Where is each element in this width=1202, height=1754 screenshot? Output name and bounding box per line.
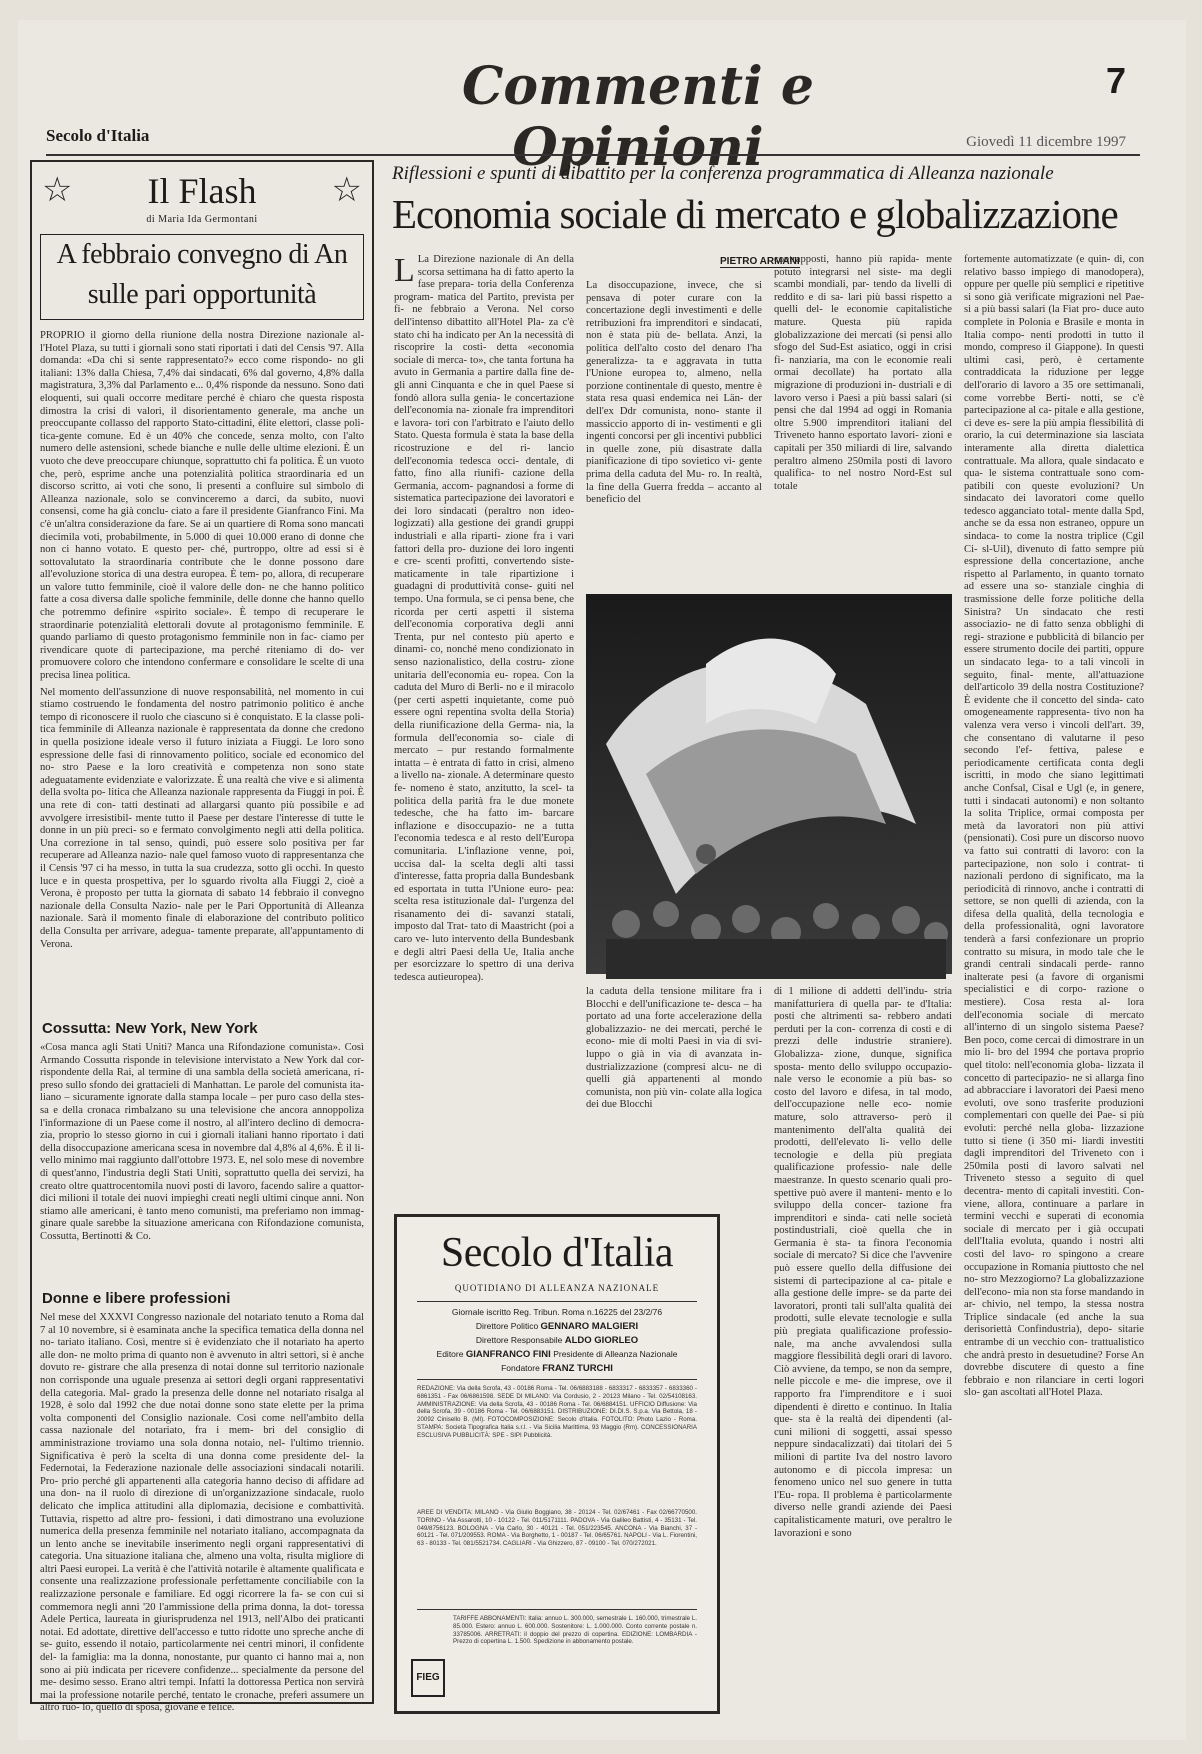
divider [417,1379,697,1380]
article-kicker: Riflessioni e spunti di dibattito per la conferenza programmatica di Alleanza nazionale [392,163,1054,184]
article-author: PIETRO ARMANI [720,256,800,267]
donne-heading: Donne e libere professioni [42,1290,231,1307]
article-column-2-top: La disoccupazione, invece, che si pensava di poter curare con la concertazione degli investimenti e delle retribuzioni fra imprenditori e sindacati, non è stata più de- bellata. Anzi, la politica dell'alto costo del denaro l'ha generalizza- ta e aggravata in tutta l'Unione europea to, almeno, nella porzione continentale di questo, mentre è stata resa quasi endemica nei Län- der dell'ex Ddr comunista, nono- stante il massiccio apporto di in- vestimenti e gli ingenti concorsi per gli incentivi pubblici in quelle zone, più disastrate dalla pianificazione di tipo sovietico vi- gente prima della caduta del Mu- ro. In realtà, la fine della Guerra fredda – accanto al beneficio del [586,280,762,506]
donne-body: Nel mese del XXXVI Congresso nazionale del notariato tenuto a Roma dal 7 al 10 novembre, si è esaminata anche la specifica tematica della donna nel no- tariato italiano. Così, mentre si è evidenziato che il notariato ha aperto alle don- ne molto prima di quanto non è avvenuto in altri settori, si è anche dovuto re- gistrare che alla presenza di notai donne sul territorio nazionale non corrisponde una uguale presenza ai settori degli organi rappresentativi della categoria. Mal- grado la presenza delle donne nel notariato risalga al 1928, è solo dal 1992 che due notai donne sono state elette per la prima volta componenti del Consiglio nazionale. Così come nell'ambito della cassa nazionale del notariato, fra i mem- bri del consiglio di amministrazione troviamo una sola donna notaio, nel- l'ultimo triennio. Significativa è però la scelta di una donna come presidente del- la Federnotai, la Federazione nazionale delle associazioni sindacali notarili. Pro- prio perché gli appartenenti alla categoria hanno deciso di affidare ad una don- na il ruolo di direzione di un'organizzazione sindacale, ruolo delicato che implica attitudini alla diplomazia, decisione e combattività. Tuttavia, rispetto ad altre pro- fessioni, i dati dimostrano una evoluzione numerica della presenza femminile nel notariato italiano, accompagnata da un lento anche se inevitabile inserimento negli organi rappresentativi di categoria. Una situazione italiana che, almeno una volta, risulta migliore di altri Paesi europei. La verità è che l'attività notarile è altamente qualificata e consente una realizzazione professionale perfettamente conciliabile con la realizzazione personale e familiare. Ed oggi ricorrere la fa- se con cui si commemora negli anni '20 l'ammissione della prima donna, la dot- toressa Adele Pertica, laureata in giurisprudenza nel 1913, nell'Albo dei praticanti notai. Ed adottate, direttive dell'accesso e tutto ridotte uno spreche anche di se- guito, essendo il notaio, particolarmente nei centri minori, il confidente del- la famiglia: ma la donna, nonostante, pur quanto ci hanno mai a, non sono ai più indicata per ricevere confidenze... specialmente da persone del me- desimo sesso. Erano altri tempi. Infatti la dottoressa Pertica non servirà mai la professione notarile perché, tentato le cronache, preferì assumere un altro ruo- lo, quello di sposa, giovane e felice. [40,1312,364,1714]
brand: Secolo d'Italia [46,126,150,145]
cossutta-body: «Cosa manca agli Stati Uniti? Manca una Rifondazione comunista». Così Armando Cossutta risponde in televisione intervistato a New York dal cor- rispondente della Rai, al termine di una sambla della società americana, ri- preso sullo sfondo dei grattacieli di Manhattan. Le parole del comunista ita- liano – sicuramente ignorate dalla stampa locale – per puro caso della stes- sa e della cronaca rimbalzano su una televisione che ancora annoppoliza l'informazione di un Paese come il nostro, al all'intero declino di democra- zia, proprio lo stesso giorno in cui i giornali italiani hanno riportato i dati della disoccupazione americana scesa in novembre dal 4,8% al 4,6%. È il li- vello minimo mai raggiunto dall'ottobre 1973. E, nel solo mese di novembre di quest'anno, l'industria degli Stati Uniti, soprattutto quella dei servizi, ha creato oltre quattrocentomila nuovi posti di lavoro, facendo salire a quattor- dici milioni il totale dei nuovi impieghi creati negli ultimi cinque anni. Non stiamo alle americani, è tanto meno comunisti, ma preferiamo non immag- ginare quale sarebbe la situazione americana con Rifondazione comunista, Cossutta, Bertinotti & Co. [40,1042,364,1242]
article-column-1 [394,254,574,1174]
star-icon: ☆ [331,170,362,210]
colophon-director: Direttore Politico GENNARO MALGIERI [475,1321,639,1332]
masthead: Commenti e Opinioni [462,56,814,178]
article-headline: Economia sociale di mercato e globalizzazione [392,191,1118,237]
colophon-registration: Giornale iscritto Reg. Tribun. Roma n.16225 del 23/2/76 [451,1307,663,1317]
flash-body [40,330,364,1010]
colophon-founder: Fondatore FRANZ TURCHI [501,1363,613,1374]
flash-box [30,160,374,1714]
colophon-editor: Editore GIANFRANCO FINI Presidente di Alleanza Nazionale [436,1349,678,1360]
colophon-resp-director: Direttore Responsabile ALDO GIORLEO [475,1335,639,1346]
date: Giovedì 11 dicembre 1997 [966,134,1126,150]
article-photo [586,594,952,974]
article-column-4: fortemente automatizzate (e quin- di, con relativo basso impiego di manodopera), oppure per quelle più semplici e ripetitive si sono già verificate migrazioni nel Pae- si a più bassi salari (la Fiat pro- duce auto complete in Polonia e Brasile e monta in Italia compo- nenti prodotti in tutto il mondo, compreso il Giappone). In questi ultimi casi, però, è certamente contraddicata la riduzione per legge dell'orario di lavoro a 35 ore settimanali, come vorrebbe Berti- notti, se c'è partecipazione al ca- pitale e alla gestione, ci deve es- sere la più ampia flessibilità di orario, la cui determinazione sia lasciata interamente alla diretta dialettica contrattuale. Ma allora, quale sindacato e qua- le sistema contrattuale sono com- patibili con queste evoluzioni? Un sindacato dei lavoratori come quello tedesco agganciato total- mente dalla Spd, anche se da essa non estraneo, oppure un sindaca- to come la nostra triplice (Cgil Ci- sl-Uil), divenuto di fatto sempre più espressione della concertazione, anche rispetto al Parlamento, in quanto tornato ad essere una so- stanziale cinghia di trasmissione delle forze politiche della Sinistra? Un sindacato che resti associazio- ne di fatto senza obblighi di regi- strazione e pubblicità di bilancio per essere strumento docile dei partiti, oppure un sindacato lega- to a tali vincoli in seguito, final- mente, all'attuazione dell'articolo 39 della nostra Costituzione? È evidente che il concetto del sinda- cato omogeneamente rappresenta- tivo non ha valenza vera verso i vincoli dell'art. 39, che consentano di valutarne il peso secondo l'ef- fettiva, palese e periodicamente certificata conta degli iscritti, in modo che siano legittimati anche Confsal, Cisal e Ugl (e, in genere, tutti i sindacati autonomi) e non soltanto la solita Triplice, ormai composta per metà da lavoratori non più attivi (pensionati). Così pure un discorso nuovo va fatto sui contratti di lavoro: con la partecipazione, non solo i contrat- ti nazionali perdono di significato, ma la periodicità di rinnovo, anche i contratti di settore, se non quelli di azienda, con la difesa della qualità, della tecnologia e della professionalità, ogni lavoratore tenderà a farsi confezionare un proprio contratto su misura, in modo tale che le grandi centrali sindacali perde- ranno inalterate pesi (a favore di organismi specialistici e di corpo- razione o mestiere). Cosa resta al- lora dell'economia sociale di mercato all'interno di un singolo sistema Paese? Ben poco, come cercai di dimostrare in un mio li- bro del 1994 che portava proprio quel titolo: nell'economia globa- lizzata il concetto di partecipazio- ne si allarga fino ad abbracciare i lavoratori dei Paesi meno evoluti, ove sono trasferite produzioni complementari con quelle dei Pae- si più evoluti: perché nella globa- lizzazione tutto si tiene (i 350 mi- liardi investiti dagli imprenditori del Triveneto con i 250mila posti di lavoro salvati nel Triveneto stesso a seguito di quel decentra- mento di capitali investiti. Con- viene, allora, continuare a parlare in termini vecchi e superati di economia sociale di mercato per i già occupati dell'Italia evoluta, quando i nostri alti costi del lavo- ro spingono a creare occupazione in Romania piuttosto che nel no- stro Mezzogiorno? La globalizzazione dell'econo- mia non sta forse mandando in ar- chivio, nel tempo, la stessa nostra Triplice sindacale (ed anche la sua derisoriettà Confindustria), depo- sitarie entrambe di un vecchio con- trattualistico che andrà presto in desuetudine? Forse An dovrebbe discutere di questo a fine febbraio e non rilanciare in certi logori slo- gan ascoltati all'Hotel Plaza. [964,254,1144,1399]
flash-byline: di Maria Ida Germontani [146,214,258,225]
colophon-box [394,1214,720,1714]
drop-cap: L [394,252,415,289]
colophon-subscriptions: TARIFFE ABBONAMENTI: Italia: annuo L. 300.000, semestrale L. 160.000, trimestrale L. 85.000. Estero: annuo L. 600.000. Sostenitore: L. 1.000.000. Conto corrente postale n. 33785006. ARRETRATI: il doppio del prezzo di copertina. EDIZIONE: LOMBARDIA - Prezzo di copertina L. 1.500. Spedizione in abbonamento postale. [453,1615,697,1646]
colophon-offices: REDAZIONE: Via della Scrofa, 43 - 00186 Roma - Tel. 06/6883188 - 6833317 - 6833357 - 6833360 - 6861351 - Fax 06/6861598. SEDE DI MILANO: Via Cordusio, 2 - 20123 Milano - Tel. 02/54108163. AMMINISTRAZIONE: Via della Scrofa, 43 - 00186 Roma - Tel. 06/6884151. UFFICIO Diffusione: Via della Scrofa, 39 - 00186 Roma - Tel. 06/6883151. DISTRIBUZIONE: DI.DI.S. S.p.a. Via Bettola, 18 - 20092 Cinisello B. (MI). FOTOCOMPOSIZIONE: Secolo d'Italia. FOTOLITO: Photo Lazio - Roma. STAMPA: Società Tipografica Italia s.r.l. - Via Sicilia Marittima, 93 Maggio (Rm). CONCESSIONARIA ESCLUSIVA PUBBLICITÀ: SPE - SIPI Pubblicità. [417,1385,697,1439]
article-text: La Direzione nazionale di An della scorsa settimana ha di fatto aperto la fase prepara- toria della Conferenza program- matica del Partito, prevista per fi- ne febbraio a Verona. Nel corso dell'intenso dibattito all'Hotel Pla- za c'è stato chi ha indicato per An la necessità di riscoprire la costi- detta «economia sociale di merca- to», che tanta fortuna ha avuto in Germania a partire dalla fine de- gli anni Cinquanta e che in quel Paese si fondò allora sulla genia- le concertazione dell'economia na- zionale fra imprenditori e lavora- tori con l'arbitrato e l'aiuto dello Stato. Questa formula è stata la base della ricostruzione e del ri- lancio dell'economia tedesca occi- dentale, di fatto, fino alla riunifi- cazione della Germania, accom- pagnandosi a forme di sistematica partecipazione dei lavoratori e dei loro sindacati (peraltro non ideo- logizzati) alla gestione dei grandi gruppi industriali e alla riparti- zione fra i vari fattori della pro- duzione dei loro ingenti e cre- scenti profitti, convertendo siste- maticamente in tale ripartizione i guadagni di produttività conse- guiti nel tempo. Una formula, se ci pensa bene, che ricorda per certi aspetti il sistema dell'economia corporativa degli anni Trenta, pur nel contesto più aperto e dinami- co, nonché meno condizionato in senso nazionalistico, della costru- zione unitaria dell'economia eu- ropea. Con la caduta del Muro di Berli- no e il miracolo (per certi aspetti inquietante, come può essere ogni repentina svolta della Storia) della riunificazione della Germa- nia, la formula dell'economia so- ciale di mercato – pur restando formalmente intatta – è entrata di fatto in crisi, almeno a livello na- zionale. A determinare questo fe- nomeno è stato, anzitutto, la scel- ta politica della parità fra le due monete tedesche, che ha fatto im- barcare inflazione e disoccupazio- ne a tutta l'economia tedesca e al resto dell'Europa comunitaria. L'inflazione venne, poi, uccisa dal- la scelta degli alti tassi d'interesse, fatta propria dalla Bundesbank ed esportata in tutta l'Unione euro- pea: scelta resa istituzionale dal- l'urgenza del risanamento dei di- savanzi statali, imposto dal Trat- tato di Maastricht (poi a caro ve- luto intervento della Bundesbank e degli altri Paesi della Ue, Italia anche per esorcizzare lo spettro di una deriva tedesca autieuropea). [394,254,574,983]
divider [417,1609,697,1610]
colophon-title: Secolo d'Italia [440,1230,674,1276]
flash-title: Il Flash [147,171,257,211]
fieg-logo: FIEG [411,1659,445,1697]
cossutta-heading: Cossutta: New York, New York [42,1020,258,1037]
article-column-2-bottom: la caduta della tensione militare fra i Blocchi e dell'unificazione te- desca – ha portato ad una forte accelerazione della globalizzazio- ne dei mercati, perché le econo- mie di molti Paesi in via di svi- luppo o già in via di avanzata in- dustrializzazione (compresi alcu- ne di quelli già appartenenti al mondo comunista, non più vin- colate alla logica dei due Blocchi [586,986,762,1111]
divider [417,1301,697,1302]
page-number: 7 [1105,60,1126,101]
article-column-3-top: contrapposti, hanno più rapida- mente potuto integrarsi nel siste- ma degli scambi mondiali, par- tendo da livelli di reddito e di sa- lari più bassi rispetto a quelli del- le economie capitalistiche mature. Questa più rapida globalizzazione dei mercati (si pensi allo sfogo del Sud-Est asiatico, oggi in crisi fi- nanziaria, ma con le economie reali ormai decollate) ha portato alla migrazione di produzioni in- dustriali e di lavoro verso i Paesi a più bassi salari (si pensi che dal 1994 ad oggi in Romania oltre 5.900 imprenditori italiani del Triveneto hanno esportato lavori- zioni e capitali per 350 miliardi di lire, salvando peraltro almeno 250mila posti di lavoro qualifica- to nel nostro Nord-Est sul totale [774,254,952,492]
article-column-3-bottom: di 1 milione di addetti dell'indu- stria manifatturiera di quella par- te d'Italia: posti che altrimenti sa- rebbero andati perduti per la con- correnza di costi e di prezzi delle industrie straniere). Globalizza- zione, dunque, significa sposta- mento dello sviluppo occupazio- nale verso le economie a più bas- so costo del lavoro e difesa, in tal modo, dell'occupazione nelle eco- nomie mature, solo attraverso- però il mantenimento dell'alta qualità dei prodotti, dell'elevato li- vello delle tecnologie e della più pregiata qualificazione professio- nale delle maestranze. In questo scenario quali pro- spettive può avere il manteni- mento e lo sviluppo della concer- tazione fra imprenditori e sinda- cati nelle società postindustriali, cioè quella che in Germania è sta- ta finora l'economia sociale di mercato? Si dice che l'avvenire può essere quello della diffusione dei sistemi di partecipazione al ca- pitale e alla gestione delle impre- se da parte dei lavoratori, pronti tali sull'alta qualità dei prodotti, sulle elevate tecnologie e sulla più pregiata qualificazione professio- nale, ma anche avvalendosi sulla maggiore flessibilità degli orari di lavoro. Ciò avviene, da tempo, se non da sempre, nelle piccole e me- die imprese, ove il rapporto fra l'imprenditore e i suoi dipendenti è diretto e continuo. In Italia que- sta è la realtà dei dipendenti (al- cuni milioni di soggetti, assai spesso neppure sindacalizzati) dai titolari dei 5 milioni di partite Iva del nostro lavoro autonomo e di piccola impresa: un fenomeno unico nel suo genere in tutta l'Eu- ropa. Il problema è particolarmente diverso nelle grandi aziende dei Paesi capitalisticamente maturi, ove peraltro le lavorazioni e sono [774,986,952,1539]
flash-paragraph: Nel momento dell'assunzione di nuove responsabilità, nel momento in cui stiamo costruendo le fondamenta del nostro patrimonio politico è anche tempo di riconoscere il ruolo che ciascuno si è conquistato. E la classe poli- tica femminile di Alleanza nazionale è rappresentata da donne che credono in quella posizione ideale verso il futuro iniziata a Fiuggi. Le loro sono espressione delle fasi di rinnovamento politico, sociale ed economico del no- stro Paese e la loro creatività e competenza non sono state adeguatamente evidenziate e valorizzate. È una realtà che vive e si alimenta della svolta po- litica che Alleanza nazionale rappresenta da Fiuggi in poi. È una rete di con- tatti destinati ad allargarsi quanto più possibile e ad avvolgere irresistibil- mente tutto il Paese per destare l'interesse di tutte le donne in un più preci- so e fermato convolgimento negli atti della politica. Una correzione in tal senso, quindi, può essere solo positiva per far recuperare ad Alleanza nazio- nale quel famoso vuoto di rappresentanza che il Censis '97 ci ha messo, in tutta la sua crudezza, sotto gli occhi. In questo luce e in questa prospettiva, per lo sguardo rivolta alla Fiuggi 2, cioè a Verona, è proposto per tutta la giornata di sabato 14 febbraio il convegno nazionale della Consulta Nazio- nale per le Pari Opportunità di Alleanza nazionale. Sarà il momento finale di elaborazione del contributo politico della Consulta per arrivare, adegua- tamente preparate, all'appuntamento di Verona. [40,686,364,950]
header-rule [46,154,1140,156]
colophon-subtitle: QUOTIDIANO DI ALLEANZA NAZIONALE [454,1283,660,1293]
flash-headline: A febbraio convegno di An sulle pari opportunità [40,234,364,320]
colophon-areas: AREE DI VENDITA: MILANO - Via Giulio Boggiano, 38 - 20124 - Tel. 02/67461 - Fax 02/66770500. TORINO - Via Assarotti, 10 - 10122 - Tel. 011/5171111. PADOVA - Via Galileo Battisti, 4 - 35131 - Tel. 049/8756123. BOLOGNA - Via Carlo, 30 - 40121 - Tel. 051/223545. ANCONA - Via Bianchi, 37 - 60121 - Tel. 071/209553. ROMA - Via Borghetto, 1 - 00187 - Tel. 06/65761. NAPOLI - Via L. Fiorentini, 63 - 80133 - Tel. 081/5521734. CAGLIARI - Via Ghizzero, 87 - 09100 - Tel. 070/272021. [417,1509,697,1548]
flash-paragraph: PROPRIO il giorno della riunione della nostra Direzione nazionale al- l'Hotel Plaza, su tutti i giornali sono stati riportati i dati del Censis '97. Alla domanda: «Da chi si sente rappresentato?» ecco come rispondo- no gli italiani: 13% dalla Chiesa, 7,4% dai sindacati, 6% dal governo, 4,8% dalla magistratura, 3,3% dal Parlamento e... 0,4% risponde da nessuno. Sono dati eloquenti, sui quali occorre meditare perché è chiaro che questa risposta dimostra la crisi di valori, il disorientamento generale, ma anche un preoccupante collasso del rapporto Stato-cittadini, élite elettori, classe poli- tica-gente comune. Ed è un 40% che concede, senza molto, con l'alto numero delle astensioni, schede bianche e nulle delle ultime elezioni. È un vuoto che deve preoccupare chiunque, soprattutto chi fa politica. È un vuoto che, però, esprime anche una potenzialità politica straordinaria ed un discorso scritto, ai voti che sono, li presenti a confluire sul simbolo di Alleanza nazionale, solo se convinceremo a darci, da subito, nuovi consensi, come ha già conclu- ciato a fare il presidente Gianfranco Fini. Ma c'è un'altra considerazione da fare. Se ai un quartiere di Roma sono mancati diecimila voti, probabilmente, in 5.000 di quei 10.000 erano di donne che non ci hanno votato. E questo per- ché, purtroppo, oltre ad essi si è sottovalutato la straordinaria contribute che le donne possono dare all'evoluzione storica di una destra europea. È tem- po, allora, di recuperare un valore tutto femminile, cioè il valore delle don- ne che hanno politico fatte a cosa diversa dalle spoliche femminile, delle donne che hanno quello che potremmo definire «spirito sociale». È tempo di recuperare le straordinarie potenzialità elettorali dovute al protagonismo femminile. E quando parliamo di questo protagonismo femminile non in fac- ciamo per rivendicare quote di partecipazione, ma perché riteniamo di do- ver promuovere coloro che intendono confermare e consolidare le scelte di una precisa linea politica. [40,330,364,682]
star-icon: ☆ [42,170,73,210]
